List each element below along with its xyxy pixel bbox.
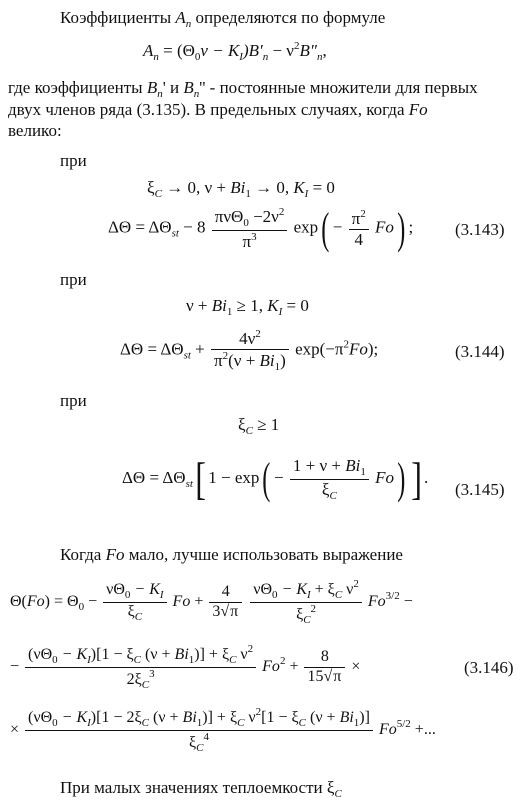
eq146-l3-frac-num [25, 706, 373, 731]
eq146-l3-bi2: Bi [339, 709, 354, 726]
eq146-l2-den-sub: C [141, 678, 150, 691]
eq146-l1-f3-sub3: C [334, 589, 343, 601]
where-B1-sub: n [157, 88, 163, 100]
eq-number-3-146: (3.146) [464, 658, 514, 677]
eq146-l2-c: )[1 − ξ [90, 646, 134, 663]
cond2-t1: ν + [186, 296, 212, 315]
eq144-lhs: ΔΘ = ΔΘ [120, 339, 184, 359]
eq146-l3-c: )[1 − 2ξ [90, 709, 142, 726]
eq146-l2-d: (ν + [140, 646, 175, 663]
sqrt-pi-1: √π [220, 602, 239, 620]
eq146-l1-f1-a: νΘ [106, 581, 125, 598]
eq144-num [211, 328, 289, 350]
eq146-l1-frac3-den [250, 603, 362, 627]
cond2-t3: = 0 [282, 296, 309, 315]
where-fo: Fo [408, 100, 428, 119]
eq146-l2-fo: Fo [262, 657, 280, 675]
eq146-l1-frac2 [209, 583, 242, 621]
eq146-l3-frac-den [25, 731, 373, 755]
eq-An-rhs1: = (Θ [158, 41, 195, 60]
eq146-l2-sub4: C [229, 654, 237, 666]
eq143-inner-sup: 2 [360, 208, 366, 221]
eq146-l3-end: +... [410, 720, 436, 738]
cond1-k: K [293, 178, 305, 197]
where-B1-tail: ' и [162, 78, 184, 97]
eq146-l2-den-a: 2ξ [126, 670, 142, 688]
eq146-l1-f1-b: − K [130, 581, 160, 598]
eq144-den-sup: 2 [222, 349, 229, 362]
eq143-end: ; [408, 217, 414, 237]
cond1-bi: Bi [230, 178, 246, 197]
small-fo-a: Когда [60, 545, 106, 564]
eq144-tail-b: ); [367, 339, 379, 359]
condition-2 [186, 296, 309, 319]
cond2-k-sub: I [278, 306, 283, 318]
cond2-bi: Bi [211, 296, 227, 315]
cond1-t3: = 0 [308, 178, 335, 197]
eq146-l3-a: (νΘ [28, 709, 53, 726]
eq-An-rhs5-sub: n [316, 51, 323, 63]
cond1-k-sub: I [304, 188, 309, 200]
eq146-l3-sub2: I [87, 717, 91, 729]
eq146-l2-b: − K [57, 646, 88, 663]
eq146-l3-sub3: C [141, 717, 149, 729]
eq146-l1-f2-den-a: 3 [212, 602, 221, 620]
eq144-den [211, 350, 289, 374]
eq143-rparen: ) [397, 203, 406, 253]
coef-A: A [175, 8, 186, 27]
eq146-l2-f2-den-a: 15 [307, 667, 324, 685]
where-text-2: двух членов ряда (3.135). В предельных случаях, когда [8, 100, 409, 119]
eq146-l2-a: (νΘ [28, 646, 53, 663]
eq146-l1-frac1 [103, 581, 166, 623]
condition-1 [147, 178, 335, 201]
eq146-l2-fo-sup: 2 [279, 654, 286, 667]
eq143-inner-pi: π [351, 209, 361, 229]
eq146-l1-f3-sub: 0 [272, 589, 278, 601]
eq146-l2-frac1-num [25, 643, 256, 668]
eq146-l1-f3-den-sub: C [303, 613, 311, 626]
eq144-den-pi: π [214, 350, 223, 370]
cond1-t2: → 0, [250, 178, 294, 197]
eq146-l3-h: (ν + [305, 709, 340, 726]
eq146-l2-lead: − [10, 657, 20, 675]
eq146-l1-frac1-den [103, 603, 166, 624]
where-B2: B [183, 78, 194, 97]
equation-3-145 [122, 453, 429, 505]
eq145-num-bi-sub: 1 [360, 466, 366, 478]
eq146-l2-frac1 [25, 643, 256, 691]
eq143-num-a: πνΘ [214, 207, 244, 226]
eq144-den-bi: Bi [259, 350, 275, 370]
eq-An-rhs6: , [322, 41, 327, 60]
eq145-rbracket: ] [410, 453, 422, 505]
cond3-xi-sub: C [245, 425, 253, 437]
eq143-inner-num [349, 208, 369, 230]
eq144-fraction [211, 328, 289, 373]
pri-3: при [60, 391, 87, 410]
eq144-tail-fo: Fo [348, 339, 368, 359]
eq146-l2-f: ν [236, 646, 248, 663]
eq146-l1-fo2-sup: 3/2 [385, 589, 400, 602]
eq146-l1-frac3 [250, 578, 362, 626]
eq145-one-exp: 1 − exp [208, 468, 260, 488]
equation-3-146-line-2 [10, 643, 360, 691]
eq146-l1-minus: − [84, 592, 102, 610]
eq146-l3-b: − K [57, 709, 88, 726]
intro-line [60, 8, 385, 31]
eq145-minus: − [274, 468, 284, 488]
equation-3-146-line-1 [10, 578, 413, 626]
eq146-l1-f1-sub: 0 [124, 589, 131, 601]
eq146-l3-bi2-sub: 1 [353, 717, 360, 729]
eq145-lbracket: [ [195, 453, 206, 505]
eq-An-rhs4: − ν [268, 41, 294, 60]
eq146-l1-f3-b: − K [277, 581, 307, 598]
eq143-minus: − [332, 217, 343, 237]
eq146-l2-e: )] + ξ [194, 646, 230, 663]
coef-A-sub: n [185, 18, 192, 30]
eq145-lparen: ( [262, 454, 271, 504]
eq-number-3-145: (3.145) [455, 480, 505, 499]
cond2-k: K [267, 296, 279, 315]
eq146-l2-bi-sub: 1 [188, 654, 195, 666]
condition-3 [238, 415, 279, 438]
eq146-l1-fo2: Fo [367, 592, 386, 610]
eq-An-rhs2: ν − K [200, 41, 240, 60]
eq146-l3-i: )] [359, 709, 370, 726]
eq144-lhs-sub: st [183, 349, 191, 362]
eq143-num-sup: 2 [278, 206, 285, 218]
eq146-l3-g: [1 − ξ [261, 709, 299, 726]
last-line-sub: C [334, 788, 342, 800]
eq146-l1-f3-den: ξ [296, 605, 304, 623]
eq146-l1-frac3-num [250, 578, 362, 603]
where-B1: B [146, 78, 158, 97]
eq143-minus8: − 8 [178, 217, 206, 237]
eq-number-3-144: (3.144) [455, 342, 505, 361]
eq-An-rhs2-sub: I [239, 51, 243, 63]
eq146-l2-sub2: I [87, 654, 91, 666]
eq146-l1-f3-a: νΘ [253, 581, 273, 598]
eq146-l3-d: (ν + [148, 709, 183, 726]
eq146-l3-sub4: C [237, 717, 245, 729]
eq143-den-pi: π [242, 231, 252, 251]
where-text-a: где коэффициенты [8, 78, 147, 97]
eq146-l2-frac1-den [25, 668, 256, 692]
eq146-l1-lhs-fo: Fo [26, 592, 45, 610]
eq145-lhs-sub: st [185, 478, 193, 491]
eq143-lhs: ΔΘ = ΔΘ [108, 217, 172, 237]
eq145-lhs: ΔΘ = ΔΘ [122, 468, 186, 488]
eq145-fraction [290, 456, 369, 502]
eq143-fo: Fo [374, 217, 394, 237]
eq143-num [212, 206, 288, 231]
cond3-t1: ≥ 1 [252, 415, 280, 434]
eq145-den-sub: C [329, 489, 337, 502]
eq144-tail-sup: 2 [343, 338, 349, 351]
eq146-l3-sub5: C [298, 717, 306, 729]
where-text-b: '' - постоянные множители для первых [199, 78, 478, 97]
equation-3-143 [108, 203, 414, 253]
eq-An-rhs3: )B′ [242, 41, 263, 60]
eq146-l1-f3-c: + ξ [310, 581, 335, 598]
eq-number-3-143: (3.143) [455, 220, 505, 239]
cond1-t1: → 0, ν + [161, 178, 231, 197]
eq146-l2-frac2 [304, 648, 345, 686]
eq-An-rhs3-sub: n [262, 51, 269, 63]
cond1-bi-sub: 1 [245, 188, 251, 200]
eq145-den [290, 480, 369, 503]
eq146-l1-lhs-sub: 0 [78, 600, 85, 613]
eq-An-rhs5: B″ [299, 41, 317, 60]
eq146-l1-f3-sub2: I [306, 589, 311, 601]
eq146-l1-f2-den-pi: π [230, 602, 239, 620]
eq146-l1-fo1: Fo [172, 592, 191, 610]
where-line-3 [8, 121, 62, 141]
eq146-l1-plus: + [190, 592, 208, 610]
eq145-end: . [424, 468, 429, 488]
eq145-num-a: 1 + ν + [292, 456, 346, 475]
small-fo-line [60, 545, 403, 565]
eq146-l2-times: × [351, 657, 361, 675]
eq146-l1-f2-den [209, 603, 242, 621]
eq144-den-bi-sub: 1 [274, 360, 281, 373]
equation-An [143, 40, 327, 64]
eq144-den-b: (ν + [228, 350, 260, 370]
eq145-num [290, 456, 369, 480]
eq-An-rhs1-sub: 0 [194, 51, 201, 63]
cond3-xi: ξ [238, 415, 246, 434]
eq143-fraction [212, 206, 288, 251]
eq145-den-xi: ξ [321, 479, 330, 499]
last-line-text: При малых значениях теплоемкости ξ [60, 778, 335, 797]
eq146-l2-f2-num: 8 [304, 648, 345, 667]
eq144-plus: + [190, 339, 210, 359]
eq146-l3-den-sup: 4 [203, 730, 209, 743]
eq143-lparen: ( [321, 203, 330, 253]
eq146-l1-f3-sup: 2 [353, 578, 359, 590]
small-fo-fo: Fo [105, 545, 125, 564]
eq-An-lhs-sub: n [153, 51, 159, 63]
equation-3-144 [120, 328, 378, 373]
where-line-2 [8, 100, 428, 120]
eq146-l1-end: − [399, 592, 413, 610]
where-line-1 [8, 78, 478, 101]
eq143-num-b: −2ν [248, 207, 279, 226]
eq143-den-sup: 3 [251, 230, 257, 243]
eq145-fo: Fo [375, 468, 395, 488]
eq146-l3-sub: 0 [52, 717, 58, 729]
eq146-l2-sub3: C [133, 654, 141, 666]
last-line [60, 778, 342, 801]
eq144-num-sup: 2 [255, 328, 261, 340]
eq146-l1-f2-num: 4 [209, 583, 242, 602]
eq146-l1-f1-den: ξ [127, 602, 135, 620]
eq143-inner-den: 4 [354, 229, 363, 249]
eq145-num-bi: Bi [345, 456, 361, 475]
eq146-l3-den-a: ξ [189, 733, 197, 751]
eq144-den-c: ) [280, 350, 286, 370]
cond1-xi-sub: C [154, 188, 162, 200]
pri-1: при [60, 151, 87, 170]
eq143-inner-fraction [349, 208, 369, 249]
eq146-l1-f3-den-sup: 2 [310, 602, 317, 615]
pri-2: при [60, 270, 87, 289]
eq146-l3-lead: × [10, 720, 20, 738]
eq146-l2-sup: 2 [247, 643, 254, 655]
eq146-l3-bi: Bi [182, 709, 197, 726]
eq146-l1-f3-d: ν [342, 581, 354, 598]
eq143-num-sub: 0 [243, 217, 249, 229]
sqrt-pi-2: √π [323, 667, 342, 685]
eq-An-lhs: A [143, 41, 154, 60]
eq146-l3-den-sub: C [196, 741, 204, 754]
eq146-l3-sup: 2 [255, 706, 262, 718]
eq146-l2-bi: Bi [174, 646, 189, 663]
eq144-num-text: 4ν [239, 329, 256, 348]
eq146-l2-f2-den [304, 668, 345, 686]
eq146-l1-lhs-b: ) = Θ [44, 592, 79, 610]
eq146-l3-f: ν [244, 709, 256, 726]
intro-tail: определяются по формуле [191, 8, 386, 27]
eq146-l3-fo-sup: 5/2 [396, 717, 411, 730]
cond2-bi-sub: 1 [226, 306, 233, 318]
cond2-t2: ≥ 1, [232, 296, 268, 315]
cond1-xi: ξ [147, 178, 155, 197]
intro-text: Коэффициенты [60, 8, 176, 27]
eq143-den [212, 231, 288, 252]
eq143-lhs-sub: st [171, 227, 179, 240]
eq146-l3-e: )] + ξ [202, 709, 238, 726]
eq146-l3-fo: Fo [378, 720, 397, 738]
eq146-l2-f2-den-pi: π [333, 667, 342, 685]
eq146-l1-f1-sub2: I [159, 589, 164, 601]
eq145-rparen: ) [397, 454, 406, 504]
eq146-l2-sub: 0 [52, 654, 58, 666]
eq146-l2-plus: + [285, 657, 303, 675]
small-fo-b: мало, лучше использовать выражение [124, 545, 403, 564]
eq144-tail-a: exp(−π [295, 339, 344, 359]
eq146-l1-lhs-a: Θ( [10, 592, 27, 610]
eq146-l1-f1-den-sub: C [134, 610, 143, 623]
eq146-l3-frac [25, 706, 373, 754]
where-B2-sub: n [193, 88, 200, 100]
eq146-l2-den-sup: 3 [149, 667, 155, 680]
eq-An-rhs4-sup: 2 [294, 40, 300, 52]
eq146-l3-bi-sub: 1 [196, 717, 203, 729]
equation-3-146-line-3 [10, 706, 436, 754]
eq146-l1-frac1-num [103, 581, 166, 603]
where-text-3: велико: [8, 121, 62, 140]
eq143-exp: exp [293, 217, 319, 237]
